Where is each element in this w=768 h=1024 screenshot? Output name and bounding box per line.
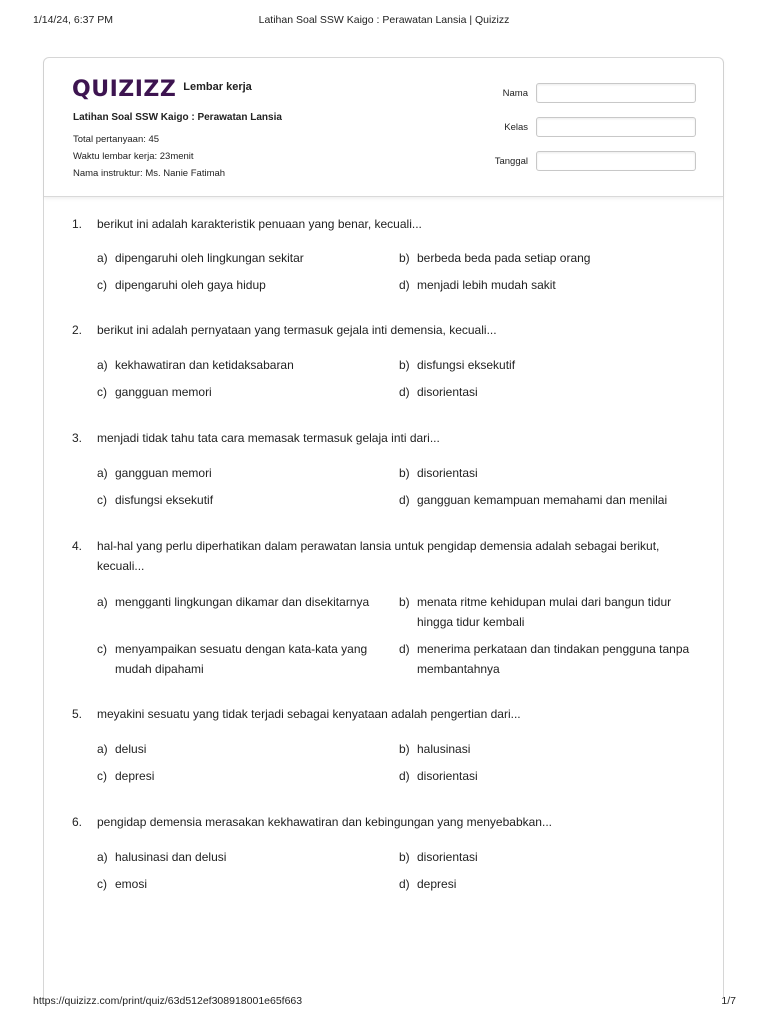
page-number: 1/7 <box>721 995 736 1007</box>
print-date: 1/14/24, 6:37 PM <box>33 14 113 26</box>
option-text: menata ritme kehidupan mulai dari bangun tidur hingga tidur kembali <box>417 595 672 629</box>
option-letter: a) <box>97 850 108 864</box>
option-text: menjadi lebih mudah sakit <box>417 278 556 292</box>
option-text: disorientasi <box>417 466 478 480</box>
option-letter: c) <box>97 642 107 656</box>
worksheet-time: Waktu lembar kerja: 23menit <box>73 151 194 162</box>
option-text: emosi <box>115 877 148 891</box>
name-label: Nama <box>502 87 528 99</box>
worksheet <box>43 57 724 997</box>
option-text: menyampaikan sesuatu dengan kata-kata yang mudah dipahami <box>115 642 368 676</box>
print-header <box>0 14 768 30</box>
question-number: 1. <box>72 217 83 231</box>
option-text: menerima perkataan dan tindakan pengguna tanpa membantahnya <box>417 642 690 676</box>
option-text: mengganti lingkungan dikamar dan disekitarnya <box>115 595 370 609</box>
option-letter: d) <box>399 493 410 507</box>
option-letter: d) <box>399 642 410 656</box>
option-letter: b) <box>399 251 410 265</box>
question-number: 4. <box>72 539 83 553</box>
date-label: Tanggal <box>494 155 528 167</box>
option-text: disfungsi eksekutif <box>417 358 516 372</box>
option-text: depresi <box>115 769 155 783</box>
instructor-name: Nama instruktur: Ms. Nanie Fatimah <box>73 168 226 179</box>
option-letter: d) <box>399 385 410 399</box>
total-questions: Total pertanyaan: 45 <box>73 134 160 145</box>
option-text: kekhawatiran dan ketidaksabaran <box>115 358 294 372</box>
print-page-title: Latihan Soal SSW Kaigo : Perawatan Lansia | Quizizz <box>258 14 510 26</box>
option-letter: a) <box>97 251 108 265</box>
option-letter: c) <box>97 877 107 891</box>
option-text: dipengaruhi oleh gaya hidup <box>115 278 266 292</box>
class-row <box>464 116 696 138</box>
option-text: disorientasi <box>417 769 478 783</box>
option-text: dipengaruhi oleh lingkungan sekitar <box>115 251 304 265</box>
option-letter: c) <box>97 385 107 399</box>
name-field[interactable] <box>536 83 696 103</box>
brand <box>72 76 252 102</box>
question-text: berikut ini adalah pernyataan yang termasuk gejala inti demensia, kecuali... <box>97 323 497 337</box>
question-number: 5. <box>72 707 83 721</box>
option-text: halusinasi <box>417 742 471 756</box>
option-letter: a) <box>97 466 108 480</box>
question-text: berikut ini adalah karakteristik penuaan yang benar, kecuali... <box>97 217 422 231</box>
option-text: berbeda beda pada setiap orang <box>417 251 591 265</box>
option-text: gangguan kemampuan memahami dan menilai <box>417 493 668 507</box>
date-row <box>464 150 696 172</box>
option-letter: d) <box>399 877 410 891</box>
option-letter: d) <box>399 278 410 292</box>
option-letter: d) <box>399 769 410 783</box>
worksheet-label: Lembar kerja <box>183 81 252 93</box>
option-letter: a) <box>97 742 108 756</box>
option-letter: c) <box>97 769 107 783</box>
question-text: meyakini sesuatu yang tidak terjadi sebagai kenyataan adalah pengertian dari... <box>97 707 521 721</box>
option-text: disfungsi eksekutif <box>115 493 214 507</box>
option-text: gangguan memori <box>115 466 212 480</box>
page-url: https://quizizz.com/print/quiz/63d512ef308918001e65f663 <box>33 995 303 1007</box>
option-text: disorientasi <box>417 850 478 864</box>
option-text: delusi <box>115 742 147 756</box>
option-letter: b) <box>399 466 410 480</box>
class-field[interactable] <box>536 117 696 137</box>
question-text: menjadi tidak tahu tata cara memasak termasuk gelaja inti dari... <box>97 431 440 445</box>
option-letter: c) <box>97 278 107 292</box>
option-letter: a) <box>97 358 108 372</box>
option-letter: b) <box>399 358 410 372</box>
option-letter: b) <box>399 850 410 864</box>
name-row <box>464 82 696 104</box>
print-footer <box>0 995 768 1011</box>
option-text: depresi <box>417 877 457 891</box>
question-text: hal-hal yang perlu diperhatikan dalam perawatan lansia untuk pengidap demensia adalah sebagai berikut, kecuali... <box>97 539 660 573</box>
option-text: halusinasi dan delusi <box>115 850 227 864</box>
quiz-title: Latihan Soal SSW Kaigo : Perawatan Lansia <box>73 112 282 123</box>
option-letter: c) <box>97 493 107 507</box>
option-text: gangguan memori <box>115 385 212 399</box>
quizizz-logo: QUIZIZZ <box>72 76 177 102</box>
class-label: Kelas <box>504 121 528 133</box>
quiz-meta <box>73 112 282 182</box>
option-letter: b) <box>399 595 410 609</box>
option-text: disorientasi <box>417 385 478 399</box>
worksheet-header <box>44 58 723 197</box>
option-letter: a) <box>97 595 108 609</box>
question-number: 2. <box>72 323 83 337</box>
option-letter: b) <box>399 742 410 756</box>
question-number: 3. <box>72 431 83 445</box>
date-field[interactable] <box>536 151 696 171</box>
question-number: 6. <box>72 815 83 829</box>
question-text: pengidap demensia merasakan kekhawatiran dan kebingungan yang menyebabkan... <box>97 815 552 829</box>
